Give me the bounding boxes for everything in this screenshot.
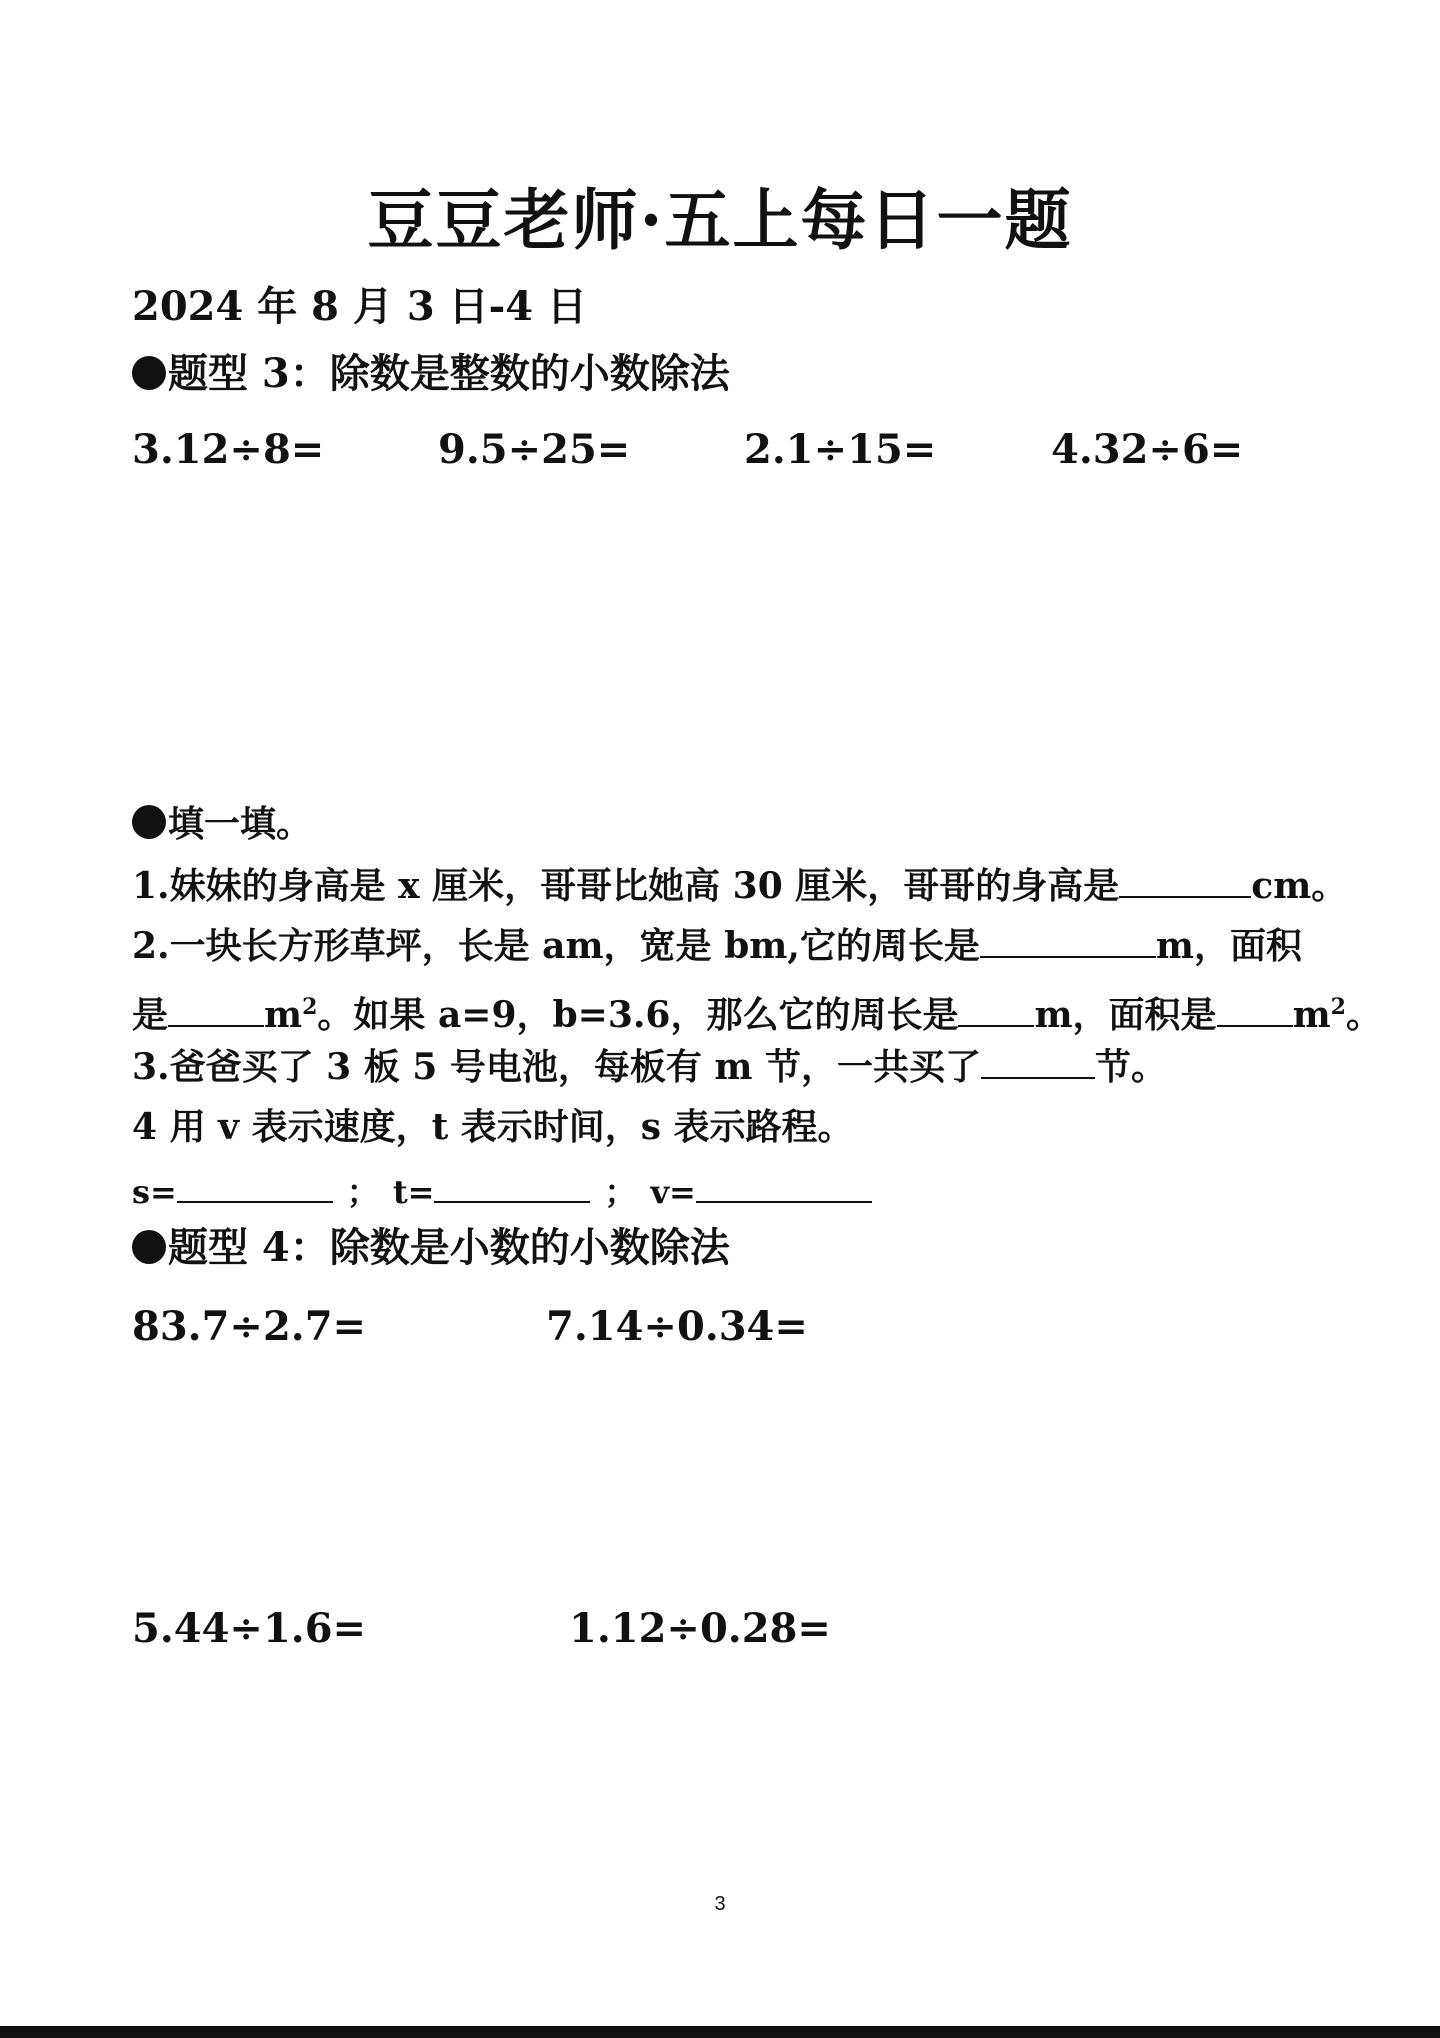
bullet-icon	[132, 1230, 166, 1264]
answer-blank	[168, 991, 264, 1027]
bullet-icon	[132, 356, 166, 390]
s-label: s=	[132, 1173, 177, 1211]
question-3-text: 3.爸爸买了 3 板 5 号电池，每板有 m 节，一共买了	[132, 1046, 981, 1088]
question-2-end: 。	[1345, 994, 1382, 1036]
v-label: v=	[650, 1173, 696, 1211]
problem-3-1: 3.12÷8=	[132, 426, 325, 473]
separator: ；	[346, 1173, 379, 1211]
question-2-line2	[132, 983, 1382, 1039]
separator: ；	[604, 1173, 637, 1211]
answer-blank	[980, 922, 1156, 958]
problem-3-3: 2.1÷15=	[744, 426, 937, 473]
answer-blank	[958, 991, 1034, 1027]
question-4-answers	[132, 1168, 872, 1216]
question-2-unit4: m	[1292, 994, 1331, 1036]
question-3	[132, 1043, 1167, 1091]
answer-blank	[981, 1043, 1095, 1079]
answer-blank	[1119, 862, 1251, 898]
section3-heading	[132, 350, 730, 398]
superscript-2: 2	[1330, 994, 1346, 1020]
question-2-line1	[132, 922, 1302, 970]
question-2-line2-start: 是	[132, 994, 169, 1036]
page-number: 3	[714, 1893, 726, 1915]
question-2-mid: 。如果 a=9，b=3.6，那么它的周长是	[317, 994, 959, 1036]
question-1	[132, 862, 1347, 910]
bottom-border	[0, 2026, 1440, 2038]
problem-4-1: 83.7÷2.7=	[132, 1303, 367, 1350]
section3-heading-text: 题型 3：除数是整数的小数除法	[168, 350, 730, 397]
bullet-icon	[132, 805, 166, 839]
fill-heading-text: 填一填。	[168, 803, 313, 845]
question-1-unit: cm。	[1251, 865, 1348, 907]
problem-4-3: 5.44÷1.6=	[132, 1605, 367, 1652]
section4-heading	[132, 1224, 730, 1272]
page-title: 豆豆老师·五上每日一题	[367, 181, 1073, 259]
problem-4-4: 1.12÷0.28=	[569, 1605, 831, 1652]
question-4: 4 用 v 表示速度，t 表示时间，s 表示路程。	[132, 1106, 854, 1148]
problem-3-4: 4.32÷6=	[1051, 426, 1244, 473]
section4-heading-text: 题型 4：除数是小数的小数除法	[168, 1224, 730, 1271]
question-3-unit: 节。	[1094, 1046, 1167, 1088]
question-2-unit2: m	[264, 994, 303, 1036]
t-label: t=	[392, 1173, 435, 1211]
answer-blank	[434, 1173, 590, 1203]
problem-3-2: 9.5÷25=	[438, 426, 631, 473]
question-2-unit1: m，面积	[1155, 925, 1302, 967]
answer-blank	[1217, 991, 1293, 1027]
superscript-2: 2	[302, 994, 318, 1020]
date-line: 2024 年 8 月 3 日-4 日	[132, 283, 587, 330]
question-2-unit3: m，面积是	[1034, 994, 1217, 1036]
question-1-text: 1.妹妹的身高是 x 厘米，哥哥比她高 30 厘米，哥哥的身高是	[132, 865, 1120, 907]
problem-4-2: 7.14÷0.34=	[546, 1303, 808, 1350]
question-2-text: 2.一块长方形草坪，长是 am，宽是 bm,它的周长是	[132, 925, 980, 967]
answer-blank	[177, 1173, 333, 1203]
fill-heading	[132, 800, 312, 848]
answer-blank	[696, 1173, 872, 1203]
